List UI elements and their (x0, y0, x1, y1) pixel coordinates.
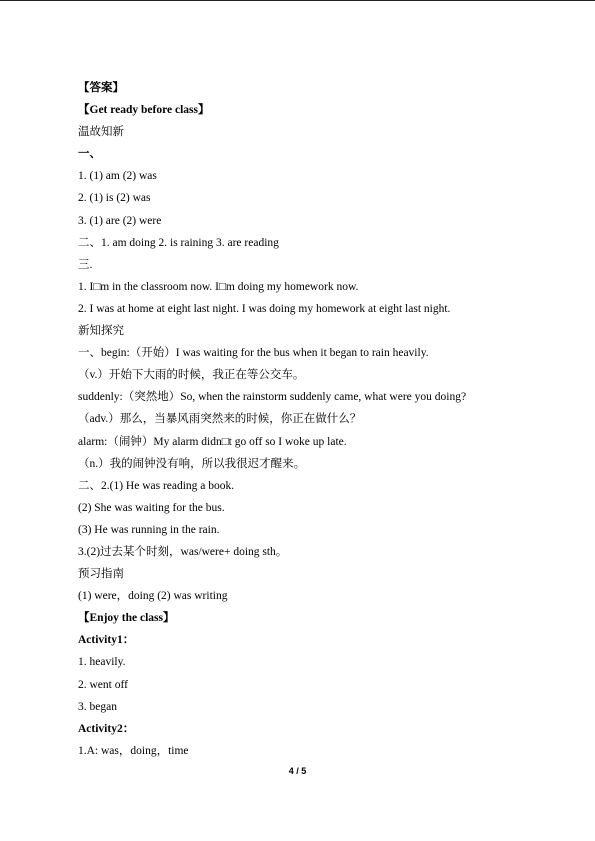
page-top-border (0, 0, 595, 1)
document-line: 二、2.(1) He was reading a book. (78, 479, 235, 492)
document-line: 【答案】 (78, 82, 124, 94)
document-line: 温故知新 (78, 126, 124, 139)
document-line: 新知探究 (78, 325, 124, 338)
document-line: 【Get ready before class】 (78, 104, 210, 117)
document-line: 预习指南 (78, 568, 124, 581)
document-line: 3.(2)过去某个时刻，was/were+ doing sth。 (78, 545, 288, 558)
document-line: 3. began (78, 700, 117, 713)
document-line: 一、 (78, 148, 101, 161)
document-line: 二、1. am doing 2. is raining 3. are reading (78, 236, 279, 249)
document-line: 1. I□m in the classroom now. I□m doing my homework now. (78, 280, 359, 293)
document-line: 3. (1) are (2) were (78, 214, 162, 227)
document-line: 2. (1) is (2) was (78, 192, 151, 205)
document-line: （adv.）那么，当暴风雨突然来的时候，你正在做什么？ (78, 413, 362, 426)
document-line: 【Enjoy the class】 (78, 612, 175, 625)
document-line: suddenly:（突然地）So, when the rainstorm suddenly came, what were you doing? (78, 391, 467, 404)
document-line: 三. (78, 258, 93, 271)
document-line: 2. went off (78, 678, 128, 691)
document-line: （v.）开始下大雨的时候，我正在等公交车。 (78, 369, 305, 382)
document-line: 一、begin:（开始）I was waiting for the bus when it began to rain heavily. (78, 347, 429, 360)
document-body (78, 77, 558, 762)
document-line: （n.）我的闹钟没有响，所以我很迟才醒来。 (78, 457, 306, 470)
page-number: 4 / 5 (288, 766, 307, 776)
document-line: 1. heavily. (78, 656, 126, 669)
document-line: (2) She was waiting for the bus. (78, 501, 225, 514)
document-line: 1.A: was，doing，time (78, 744, 189, 757)
document-line: (1) were，doing (2) was writing (78, 590, 228, 603)
document-line: (3) He was running in the rain. (78, 523, 220, 536)
document-line: Activity1： (78, 634, 135, 647)
document-line: 2. I was at home at eight last night. I was doing my homework at eight last night. (78, 302, 451, 315)
document-line: Activity2： (78, 722, 135, 735)
document-line: 1. (1) am (2) was (78, 170, 157, 183)
document-line: alarm:（闹钟）My alarm didn□t go off so I woke up late. (78, 435, 347, 448)
